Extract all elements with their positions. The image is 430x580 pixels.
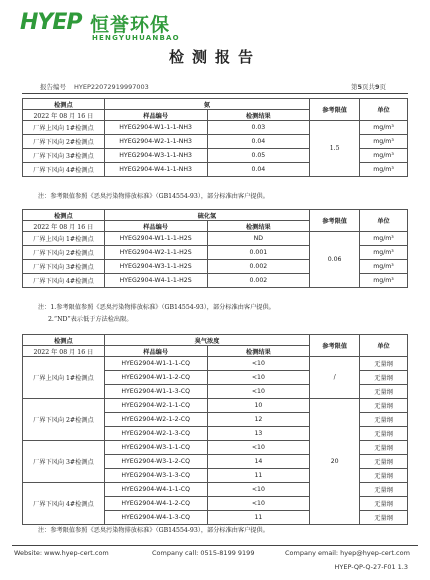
unit-cell: 无量纲 <box>360 385 408 399</box>
sample-cell: HYEG2904-W1-1-3-CQ <box>104 385 207 399</box>
sample-cell: HYEG2904-W4-1-3-CQ <box>104 511 207 525</box>
header-sample: 样品编号 <box>104 346 207 357</box>
limit-cell: 20 <box>310 399 360 525</box>
result-cell: <10 <box>207 357 310 371</box>
unit-cell: mg/m³ <box>360 232 408 246</box>
unit-cell: 无量纲 <box>360 511 408 525</box>
report-title: 检测报告 <box>168 48 261 66</box>
point-cell: 厂界上风向 1#检测点 <box>23 357 105 399</box>
result-cell: <10 <box>207 497 310 511</box>
result-cell: 10 <box>207 399 310 413</box>
result-cell: 14 <box>207 455 310 469</box>
point-cell: 厂界上风向 1#检测点 <box>23 232 105 246</box>
result-cell: 0.03 <box>207 121 310 135</box>
sample-cell: HYEG2904-W4-1-1-H2S <box>104 274 207 288</box>
header-item: 氨 <box>104 99 309 110</box>
point-cell: 厂界下风向 3#检测点 <box>23 441 105 483</box>
limit-cell: 0.06 <box>310 232 360 288</box>
header-limit: 参考限值 <box>310 210 360 232</box>
unit-cell: mg/m³ <box>360 246 408 260</box>
header-point: 检测点 <box>23 99 105 110</box>
header-sample: 样品编号 <box>104 110 207 121</box>
page-pre: 第 <box>350 83 358 91</box>
unit-cell: 无量纲 <box>360 455 408 469</box>
limit-value: 1.5 <box>329 145 340 152</box>
unit-cell: 无量纲 <box>360 413 408 427</box>
sample-cell: HYEG2904-W2-1-2-CQ <box>104 413 207 427</box>
result-cell: 0.05 <box>207 149 310 163</box>
table-row <box>23 121 408 135</box>
header-date: 2022 年 08 月 16 日 <box>23 221 105 232</box>
sample-cell: HYEG2904-W3-1-3-CQ <box>104 469 207 483</box>
report-number <box>40 82 149 91</box>
sample-cell: HYEG2904-W4-1-2-CQ <box>104 497 207 511</box>
page-indicator <box>351 82 386 91</box>
table-row <box>23 232 408 246</box>
unit-cell: mg/m³ <box>360 121 408 135</box>
unit-cell: mg/m³ <box>360 274 408 288</box>
logo-chinese-name: 恒誉环保 <box>90 14 171 36</box>
odor-concentration-table <box>22 334 408 525</box>
unit-cell: 无量纲 <box>360 371 408 385</box>
point-cell: 厂界上风向 1#检测点 <box>23 121 105 135</box>
sample-cell: HYEG2904-W4-1-1-CQ <box>104 483 207 497</box>
company-logo <box>20 8 180 48</box>
result-cell: 13 <box>207 427 310 441</box>
header-result: 检测结果 <box>207 346 310 357</box>
sample-cell: HYEG2904-W1-1-1-CQ <box>104 357 207 371</box>
sample-cell: HYEG2904-W1-1-2-CQ <box>104 371 207 385</box>
page-post: 页 <box>379 83 386 91</box>
result-cell: 0.04 <box>207 135 310 149</box>
result-cell: 12 <box>207 413 310 427</box>
form-code: HYEP-QP-Q-27-F01 1.3 <box>334 563 408 571</box>
point-cell: 厂界下风向 3#检测点 <box>23 260 105 274</box>
unit-cell: 无量纲 <box>360 497 408 511</box>
unit-cell: 无量纲 <box>360 483 408 497</box>
point-cell: 厂界下风向 4#检测点 <box>23 483 105 525</box>
unit-cell: 无量纲 <box>360 399 408 413</box>
sample-cell: HYEG2904-W4-1-1-NH3 <box>104 163 207 177</box>
header-item: 硫化氢 <box>104 210 309 221</box>
page-total: 9 <box>374 83 380 91</box>
sample-cell: HYEG2904-W2-1-1-NH3 <box>104 135 207 149</box>
unit-cell: 无量纲 <box>360 357 408 371</box>
sample-cell: HYEG2904-W3-1-2-CQ <box>104 455 207 469</box>
limit-cell <box>310 121 360 177</box>
point-cell: 厂界下风向 2#检测点 <box>23 135 105 149</box>
unit-cell: 无量纲 <box>360 469 408 483</box>
table-row <box>23 357 408 371</box>
unit-cell: mg/m³ <box>360 149 408 163</box>
point-cell: 厂界下风向 2#检测点 <box>23 399 105 441</box>
footer-email: Company email: hyep@hyep-cert.com <box>285 549 410 557</box>
result-cell: 0.002 <box>207 260 310 274</box>
header-result: 检测结果 <box>207 221 310 232</box>
unit-cell: mg/m³ <box>360 163 408 177</box>
header-point: 检测点 <box>23 335 105 346</box>
result-cell: 0.002 <box>207 274 310 288</box>
unit-cell: 无量纲 <box>360 427 408 441</box>
unit-cell: mg/m³ <box>360 260 408 274</box>
sample-cell: HYEG2904-W1-1-1-H2S <box>104 232 207 246</box>
sample-cell: HYEG2904-W2-1-1-H2S <box>104 246 207 260</box>
footer-phone: Company call: 0515-8199 9199 <box>152 549 255 557</box>
odor-note: 注：参考限值参照《恶臭污染物排放标准》（GB14554-93），部分标准由客户提供。 <box>38 527 269 534</box>
h2s-note-2: 2.“ND”表示低于方法检出限。 <box>48 316 133 323</box>
sample-cell: HYEG2904-W3-1-1-CQ <box>104 441 207 455</box>
header-unit: 单位 <box>360 210 408 232</box>
header-point: 检测点 <box>23 210 105 221</box>
result-cell: <10 <box>207 385 310 399</box>
header-divider <box>22 93 408 94</box>
logo-english-name: HENGYUHUANBAO <box>92 34 180 42</box>
logo-mark: HYEP <box>20 10 82 35</box>
sample-cell: HYEG2904-W1-1-1-NH3 <box>104 121 207 135</box>
ammonia-note: 注：参考限值参照《恶臭污染物排放标准》（GB14554-93），部分标准由客户提供。 <box>38 193 269 200</box>
header-unit: 单位 <box>360 99 408 121</box>
footer-website: Website: www.hyep-cert.com <box>14 549 109 557</box>
h2s-note-1: 注：1.参考限值参照《恶臭污染物排放标准》（GB14554-93），部分标准由客户提供。 <box>38 304 275 311</box>
result-cell: 11 <box>207 511 310 525</box>
header-limit: 参考限值 <box>310 99 360 121</box>
unit-cell: 无量纲 <box>360 441 408 455</box>
result-cell: ND <box>207 232 310 246</box>
sample-cell: HYEG2904-W2-1-3-CQ <box>104 427 207 441</box>
header-limit: 参考限值 <box>310 335 360 357</box>
page-mid: 页共 <box>361 83 375 91</box>
header-date: 2022 年 08 月 16 日 <box>23 346 105 357</box>
result-cell: 11 <box>207 469 310 483</box>
header-sample: 样品编号 <box>104 221 207 232</box>
limit-cell: / <box>310 357 360 399</box>
point-cell: 厂界下风向 4#检测点 <box>23 274 105 288</box>
result-cell: <10 <box>207 441 310 455</box>
header-unit: 单位 <box>360 335 408 357</box>
hydrogen-sulfide-table <box>22 209 408 288</box>
ammonia-table <box>22 98 408 177</box>
sample-cell: HYEG2904-W3-1-1-NH3 <box>104 149 207 163</box>
unit-cell: mg/m³ <box>360 135 408 149</box>
header-result: 检测结果 <box>207 110 310 121</box>
header-date: 2022 年 08 月 16 日 <box>23 110 105 121</box>
sample-cell: HYEG2904-W2-1-1-CQ <box>104 399 207 413</box>
header-item: 臭气浓度 <box>104 335 309 346</box>
point-cell: 厂界下风向 4#检测点 <box>23 163 105 177</box>
point-cell: 厂界下风向 2#检测点 <box>23 246 105 260</box>
result-cell: <10 <box>207 483 310 497</box>
sample-cell: HYEG2904-W3-1-1-H2S <box>104 260 207 274</box>
report-number-label: 报告编号 <box>40 83 66 91</box>
point-cell: 厂界下风向 3#检测点 <box>23 149 105 163</box>
footer-divider <box>12 545 418 546</box>
result-cell: 0.04 <box>207 163 310 177</box>
result-cell: 0.001 <box>207 246 310 260</box>
table-row <box>23 399 408 413</box>
page-current: 5 <box>357 83 362 91</box>
result-cell: <10 <box>207 371 310 385</box>
report-number-value: HYEP22072919997003 <box>74 83 149 91</box>
